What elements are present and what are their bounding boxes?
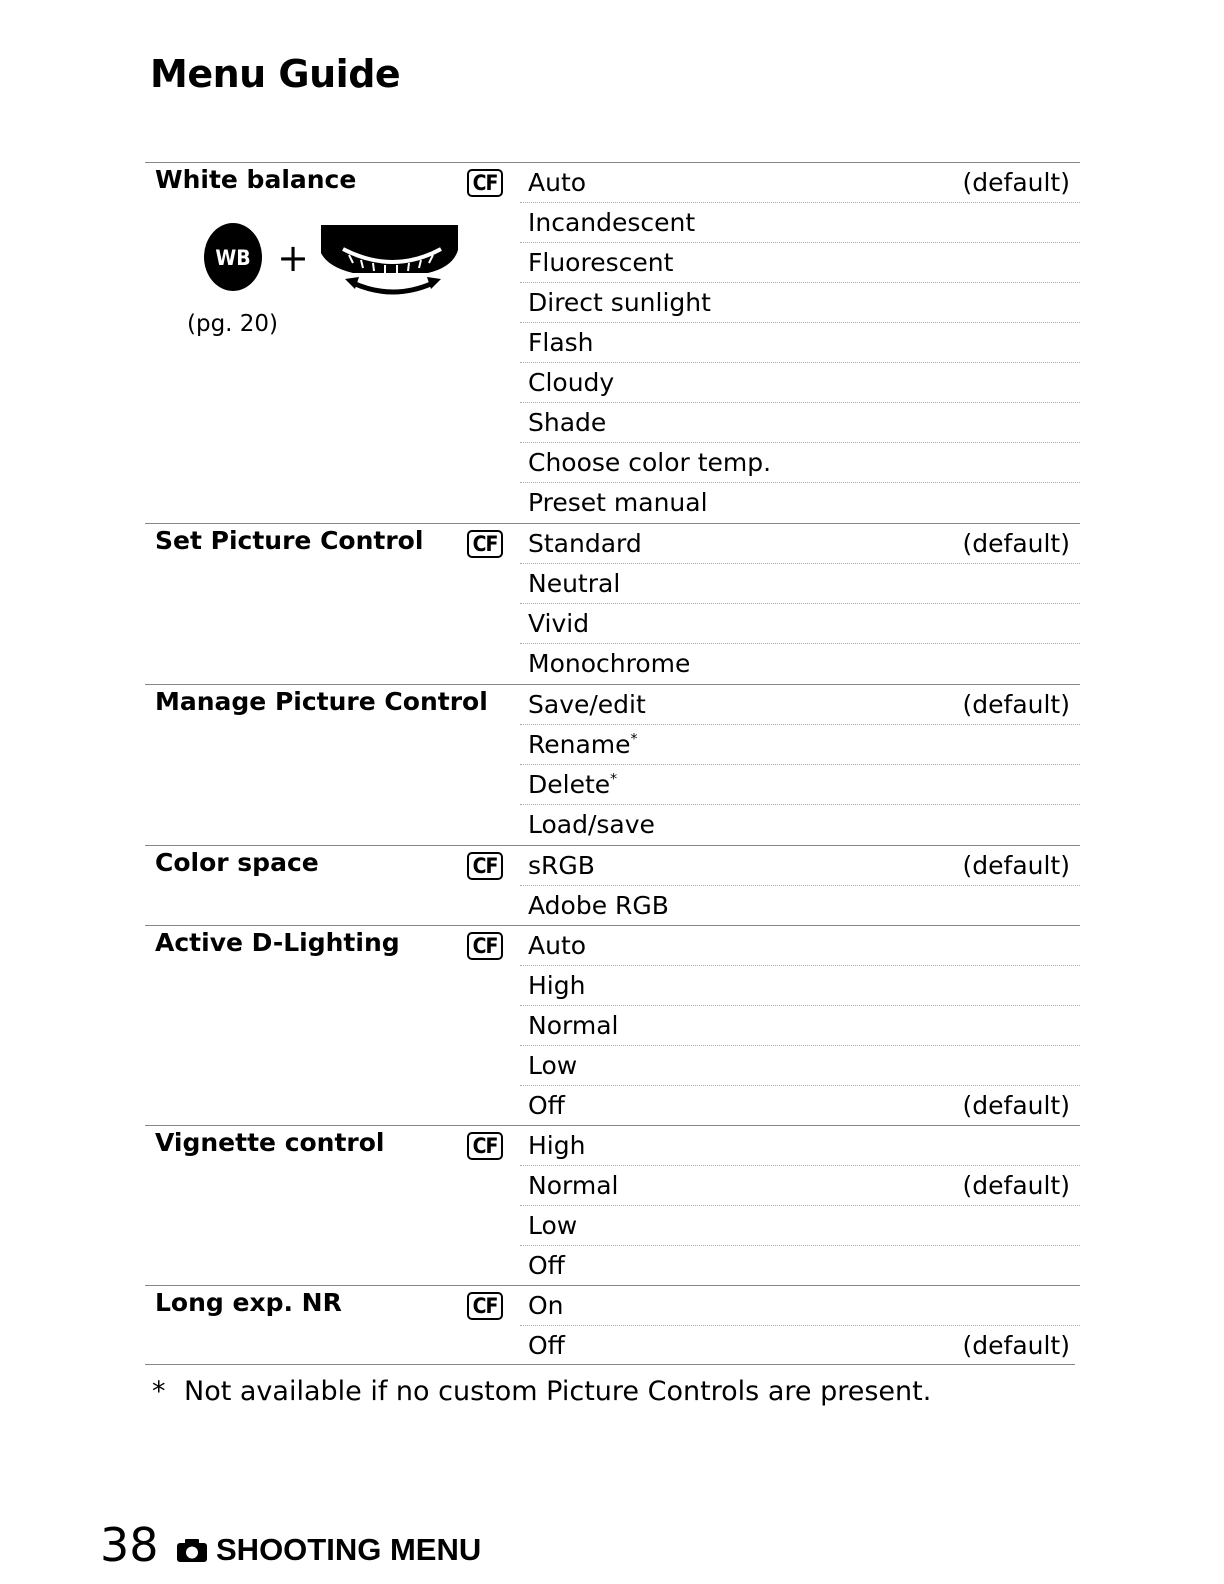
option-list bbox=[520, 163, 1080, 523]
option-row bbox=[520, 1246, 1080, 1286]
option-label: sRGB bbox=[528, 851, 595, 880]
page-reference: (pg. 20) bbox=[187, 311, 279, 337]
option-label: Choose color temp. bbox=[528, 448, 772, 477]
option-row bbox=[520, 685, 1080, 725]
option-row bbox=[520, 363, 1080, 403]
cf-icon: CF bbox=[467, 1292, 503, 1320]
default-note: (default) bbox=[962, 168, 1070, 197]
default-note: (default) bbox=[962, 529, 1070, 558]
footer-section-label: SHOOTING MENU bbox=[216, 1532, 482, 1567]
option-row bbox=[520, 886, 1080, 926]
section-label: White balance bbox=[155, 165, 357, 194]
option-label: Save/edit bbox=[528, 690, 646, 719]
page-number: 38 bbox=[100, 1518, 159, 1572]
option-row bbox=[520, 926, 1080, 966]
option-label: Normal bbox=[528, 1171, 619, 1200]
menu-section bbox=[145, 845, 1080, 926]
footnote-text: Not available if no custom Picture Controls are present. bbox=[184, 1376, 932, 1407]
option-label: Incandescent bbox=[528, 208, 696, 237]
option-row bbox=[520, 604, 1080, 644]
wb-button-text: WB bbox=[215, 246, 251, 270]
option-label: Vivid bbox=[528, 609, 590, 638]
cf-icon: CF bbox=[467, 1132, 503, 1160]
option-row bbox=[520, 1166, 1080, 1206]
option-label: High bbox=[528, 1131, 586, 1160]
option-row bbox=[520, 283, 1080, 323]
option-label: Monochrome bbox=[528, 649, 691, 678]
option-label: Low bbox=[528, 1051, 578, 1080]
option-row bbox=[520, 163, 1080, 203]
option-label: Neutral bbox=[528, 569, 621, 598]
option-label: Normal bbox=[528, 1011, 619, 1040]
option-row bbox=[520, 1086, 1080, 1126]
option-label: Fluorescent bbox=[528, 248, 674, 277]
plus-sign: + bbox=[277, 236, 309, 280]
cf-icon: CF bbox=[467, 169, 503, 197]
option-label: Rename bbox=[528, 730, 631, 759]
option-row bbox=[520, 1206, 1080, 1246]
option-row bbox=[520, 524, 1080, 564]
option-row bbox=[520, 483, 1080, 523]
menu-section bbox=[145, 162, 1080, 523]
option-label: Load/save bbox=[528, 810, 655, 839]
section-label: Set Picture Control bbox=[155, 526, 424, 555]
option-row bbox=[520, 966, 1080, 1006]
option-list bbox=[520, 685, 1080, 845]
option-row bbox=[520, 1286, 1080, 1326]
default-note: (default) bbox=[962, 851, 1070, 880]
rotate-arrow-icon bbox=[353, 283, 433, 292]
cf-icon: CF bbox=[467, 932, 503, 960]
wb-button-dial-illustration bbox=[203, 215, 463, 309]
menu-section bbox=[145, 523, 1080, 684]
footer-section-title bbox=[176, 1532, 481, 1568]
option-label: Cloudy bbox=[528, 368, 615, 397]
option-label: On bbox=[528, 1291, 564, 1320]
option-list bbox=[520, 524, 1080, 684]
option-row bbox=[520, 805, 1080, 845]
option-label: Standard bbox=[528, 529, 642, 558]
option-label: Low bbox=[528, 1211, 578, 1240]
option-label: Off bbox=[528, 1331, 565, 1360]
option-row bbox=[520, 443, 1080, 483]
section-label: Color space bbox=[155, 848, 319, 877]
option-list bbox=[520, 1126, 1080, 1286]
option-row bbox=[520, 1046, 1080, 1086]
menu-section bbox=[145, 684, 1080, 845]
option-row bbox=[520, 725, 1080, 765]
menu-section bbox=[145, 1125, 1080, 1286]
option-row bbox=[520, 1126, 1080, 1166]
option-label: Auto bbox=[528, 168, 587, 197]
option-row bbox=[520, 243, 1080, 283]
option-row bbox=[520, 765, 1080, 805]
option-label: Delete bbox=[528, 770, 611, 799]
section-label: Manage Picture Control bbox=[155, 687, 488, 716]
menu-section bbox=[145, 925, 1080, 1126]
cf-icon: CF bbox=[467, 530, 503, 558]
section-label: Vignette control bbox=[155, 1128, 385, 1157]
option-row bbox=[520, 564, 1080, 604]
option-label: Shade bbox=[528, 408, 607, 437]
asterisk-marker: * bbox=[610, 771, 618, 788]
default-note: (default) bbox=[962, 690, 1070, 719]
option-label: High bbox=[528, 971, 586, 1000]
default-note: (default) bbox=[962, 1331, 1070, 1360]
option-row bbox=[520, 1326, 1080, 1366]
table-bottom-rule bbox=[145, 1364, 1075, 1365]
page-title: Menu Guide bbox=[150, 52, 401, 96]
option-row bbox=[520, 203, 1080, 243]
option-row bbox=[520, 846, 1080, 886]
default-note: (default) bbox=[962, 1091, 1070, 1120]
default-note: (default) bbox=[962, 1171, 1070, 1200]
option-label: Flash bbox=[528, 328, 594, 357]
cf-icon: CF bbox=[467, 852, 503, 880]
option-label: Auto bbox=[528, 931, 587, 960]
option-row bbox=[520, 403, 1080, 443]
section-label: Long exp. NR bbox=[155, 1288, 342, 1317]
option-label: Off bbox=[528, 1251, 565, 1280]
menu-section bbox=[145, 1285, 1080, 1366]
asterisk-marker: * bbox=[630, 731, 638, 748]
option-label: Adobe RGB bbox=[528, 891, 669, 920]
option-list bbox=[520, 926, 1080, 1126]
option-row bbox=[520, 1006, 1080, 1046]
option-label: Off bbox=[528, 1091, 565, 1120]
option-label: Preset manual bbox=[528, 488, 708, 517]
option-row bbox=[520, 323, 1080, 363]
camera-icon bbox=[176, 1537, 208, 1563]
footnote-marker: * bbox=[152, 1376, 166, 1407]
footnote bbox=[152, 1376, 931, 1407]
option-list bbox=[520, 1286, 1080, 1366]
option-row bbox=[520, 644, 1080, 684]
option-label: Direct sunlight bbox=[528, 288, 711, 317]
option-list bbox=[520, 846, 1080, 926]
section-label: Active D-Lighting bbox=[155, 928, 400, 957]
